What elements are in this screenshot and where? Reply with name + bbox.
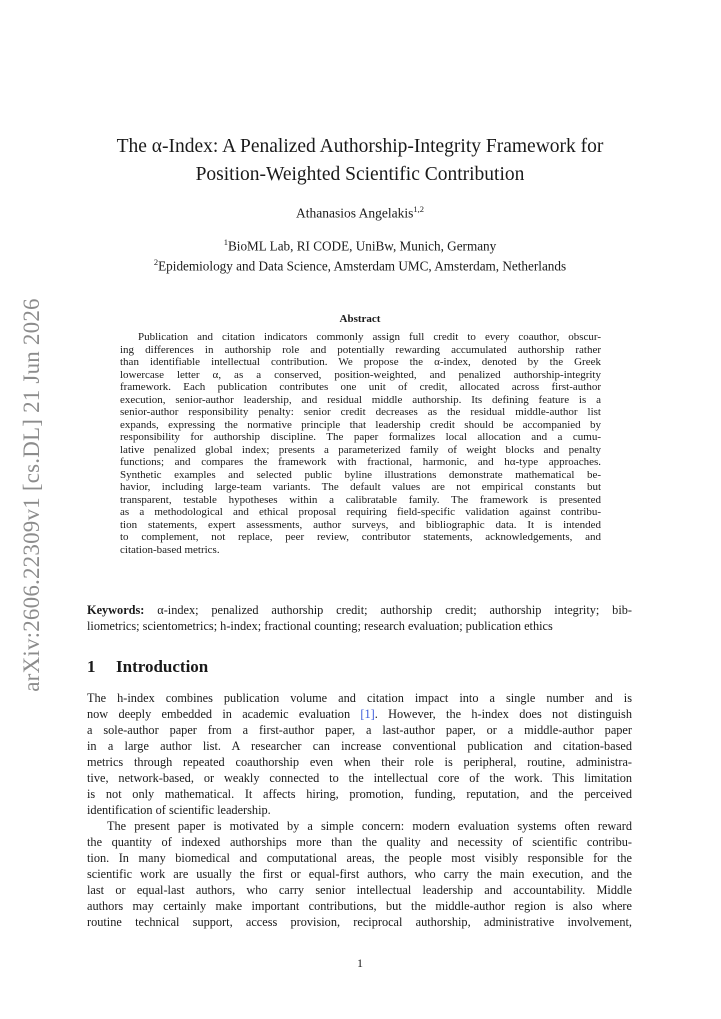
introduction-body [87,690,632,930]
body-text-segment: the quantity of indexed authorships more than the quality and necessity of scientific contribu- [87,835,632,849]
affiliation-2 [60,254,660,274]
keywords-line-1 [87,602,632,618]
keywords-block [87,602,632,634]
body-text-segment: identification of scientific leadership. [87,803,271,817]
abstract-line: framework. Each publication contributes one unit of credit, allocated across first-author [120,381,601,393]
keywords-label: Keywords: [87,603,145,617]
body-text-segment: authors may certainly make important contributions, but the middle-author region is also where [87,899,632,913]
abstract-line: to complement, not replace, peer review, contributor statements, acknowledgements, and [120,531,601,543]
page-number: 1 [357,956,363,970]
abstract-line: execution, senior-author leadership, and residual middle authorship. Its defining feature is a [120,393,601,406]
citation-link[interactable]: [1] [360,707,375,721]
abstract-line: expands, expressing the normative principle that leadership credit should be accompanied by [120,418,601,431]
abstract-line: functions; and compares the framework with fractional, harmonic, and hα-type approaches. [120,456,601,468]
arxiv-identifier-stamp[interactable] [2,300,62,690]
affiliation-1-text: BioML Lab, RI CODE, UniBw, Munich, Germany [228,238,497,254]
abstract-line: than identifiable intellectual contribution. We propose the α-index, denoted by the Greek [120,356,601,368]
abstract-line: tion statements, expert assessments, author surveys, and bibliographic data. It is intended [120,518,601,531]
body-text-segment: . However, the h-index does not distinguish [374,707,632,721]
abstract-line: lowercase letter α, as a conserved, position-weighted, and penalized authorship-integrity [120,368,601,381]
abstract-body [120,331,601,556]
body-text-segment: metrics through repeated coauthorship even when their role is peripheral, routine, administra- [87,755,632,769]
abstract-line: responsibility for authorship discipline. The paper formalizes local allocation and a cumu- [120,431,601,443]
body-text-segment: is not only mathematical. It affects hiring, promotion, funding, reputation, and the perceived [87,787,632,801]
section-heading-introduction [87,657,208,677]
affiliation-1 [60,234,660,254]
affiliation-2-mark: 2 [153,257,159,268]
body-text-segment: scientific work are usually the first or equal-first authors, who carry the main execution, and the [87,867,632,881]
body-line [87,690,632,706]
affiliation-2-text: Epidemiology and Data Science, Amsterdam UMC, Amsterdam, Netherlands [158,258,567,274]
body-line [87,754,632,770]
body-line [87,898,632,914]
body-line [87,706,632,722]
body-text-segment: in a large author list. A researcher can increase conventional publication and citation-based [87,739,632,753]
body-text-segment: last or equal-last authors, who carry senior intellectual leadership and accountability. Middle [87,883,632,897]
body-text-segment: The present paper is motivated by a simple concern: modern evaluation systems often reward [107,819,632,833]
body-text-segment: tive, network-based, or weakly connected to the intellectual core of the work. This limitation [87,771,632,785]
section-number: 1 [87,657,96,676]
author-name: Athanasios Angelakis [296,205,414,221]
affiliation-1-mark: 1 [223,237,228,247]
author-line [60,204,660,222]
body-line [87,866,632,882]
body-text-segment: The h-index combines publication volume and citation impact into a single number and is [87,691,632,705]
body-line [87,738,632,754]
abstract-line: senior-author responsibility penalty: senior credit decreases as the residual middle-author list [120,406,601,418]
body-text-segment: routine technical support, access provision, reciprocal authorship, administrative involvement, [87,915,632,929]
body-line [87,850,632,866]
section-title: Introduction [116,657,209,676]
abstract-line: citation-based metrics. [120,543,220,556]
author-affiliation-marks: 1,2 [413,204,424,214]
keywords-line-2: liometrics; scientometrics; h-index; fractional counting; research evaluation; publication ethics [87,619,553,633]
abstract-line: Publication and citation indicators commonly assign full credit to every coauthor, obscur- [138,331,601,343]
body-line [87,770,632,786]
body-line [87,834,632,850]
abstract-line: lative penalized global index; presents a parameterized family of weight blocks and penalty [120,443,601,456]
body-line [87,914,632,930]
body-line [87,818,632,834]
body-text-segment: now deeply embedded in academic evaluation [87,707,361,721]
body-line [87,882,632,898]
abstract-line: as a methodological and ethical proposal requiring field-specific validation against contribu- [120,506,601,518]
abstract-line: havior, including large-team variants. The default values are not empirical constants but [120,481,601,493]
body-text-segment: a sole-author paper from a first-author paper, a last-author paper, or a middle-author paper [87,723,632,737]
body-line [87,722,632,738]
body-line [87,802,632,818]
affiliations [60,234,660,275]
abstract-line: transparent, testable hypotheses within a calibratable family. The framework is presented [120,493,601,506]
title-line-2: Position-Weighted Scientific Contribution [195,164,525,185]
abstract-line: ing differences in authorship role and potentially rewarding accumulated authorship rather [120,343,601,356]
body-text-segment: tion. In many biomedical and computational areas, the people most visibly responsible for the [87,851,632,865]
keywords-text-1: α-index; penalized authorship credit; authorship credit; authorship integrity; bib- [157,603,632,617]
arxiv-identifier-text[interactable]: arXiv:2606.22309v1 [cs.DL] 21 Jun 2026 [19,298,44,692]
abstract-line: Synthetic examples and selected public byline illustrations demonstrate mathematical be- [120,468,601,481]
body-line [87,786,632,802]
title-line-1: The α-Index: A Penalized Authorship-Integrity Framework for [116,136,604,157]
abstract-heading: Abstract [339,313,381,325]
paper-title [60,133,660,189]
